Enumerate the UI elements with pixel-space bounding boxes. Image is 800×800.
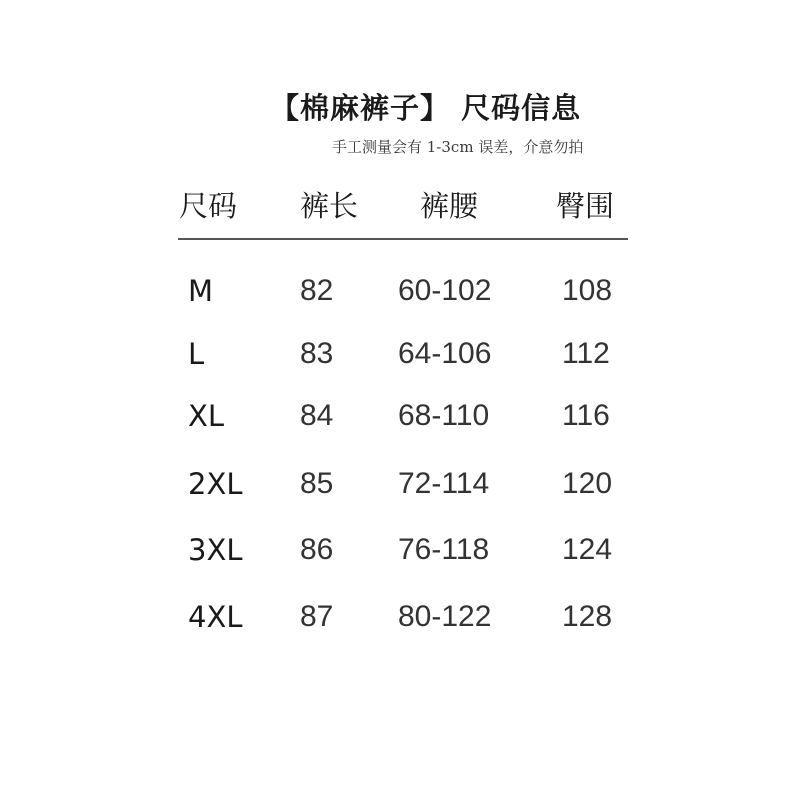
hip-cell: 120 <box>562 467 613 500</box>
hip-cell: 128 <box>562 600 613 633</box>
table-row <box>0 332 800 376</box>
header-length: 裤长 <box>300 189 359 223</box>
length-cell: 87 <box>300 600 334 633</box>
header-divider <box>178 238 628 240</box>
hip-cell: 124 <box>562 533 613 566</box>
table-row <box>0 269 800 313</box>
size-cell: 2XL <box>188 467 243 501</box>
table-row <box>0 462 800 506</box>
hip-cell: 116 <box>562 399 610 432</box>
size-cell: XL <box>188 399 225 433</box>
length-cell: 82 <box>300 274 334 307</box>
header-waist: 裤腰 <box>420 189 479 223</box>
table-row <box>0 595 800 639</box>
hip-cell: 112 <box>562 337 610 370</box>
length-cell: 86 <box>300 533 334 566</box>
table-row <box>0 394 800 438</box>
header-hip: 臀围 <box>556 189 615 223</box>
hip-cell: 108 <box>562 274 613 307</box>
header-size: 尺码 <box>179 189 238 223</box>
waist-cell: 72-114 <box>398 467 490 500</box>
length-cell: 83 <box>300 337 334 370</box>
size-cell: M <box>188 274 214 308</box>
table-row <box>0 528 800 572</box>
size-cell: 3XL <box>188 533 243 567</box>
waist-cell: 64-106 <box>398 337 492 370</box>
waist-cell: 68-110 <box>398 399 490 432</box>
waist-cell: 80-122 <box>398 600 492 633</box>
measurement-note: 手工测量会有 1-3cm 误差，介意勿拍 <box>332 138 584 156</box>
size-cell: L <box>188 337 205 371</box>
waist-cell: 60-102 <box>398 274 492 307</box>
size-cell: 4XL <box>188 600 243 634</box>
waist-cell: 76-118 <box>398 533 490 566</box>
length-cell: 84 <box>300 399 334 432</box>
page-title: 【棉麻裤子】 尺码信息 <box>270 91 582 125</box>
length-cell: 85 <box>300 467 334 500</box>
